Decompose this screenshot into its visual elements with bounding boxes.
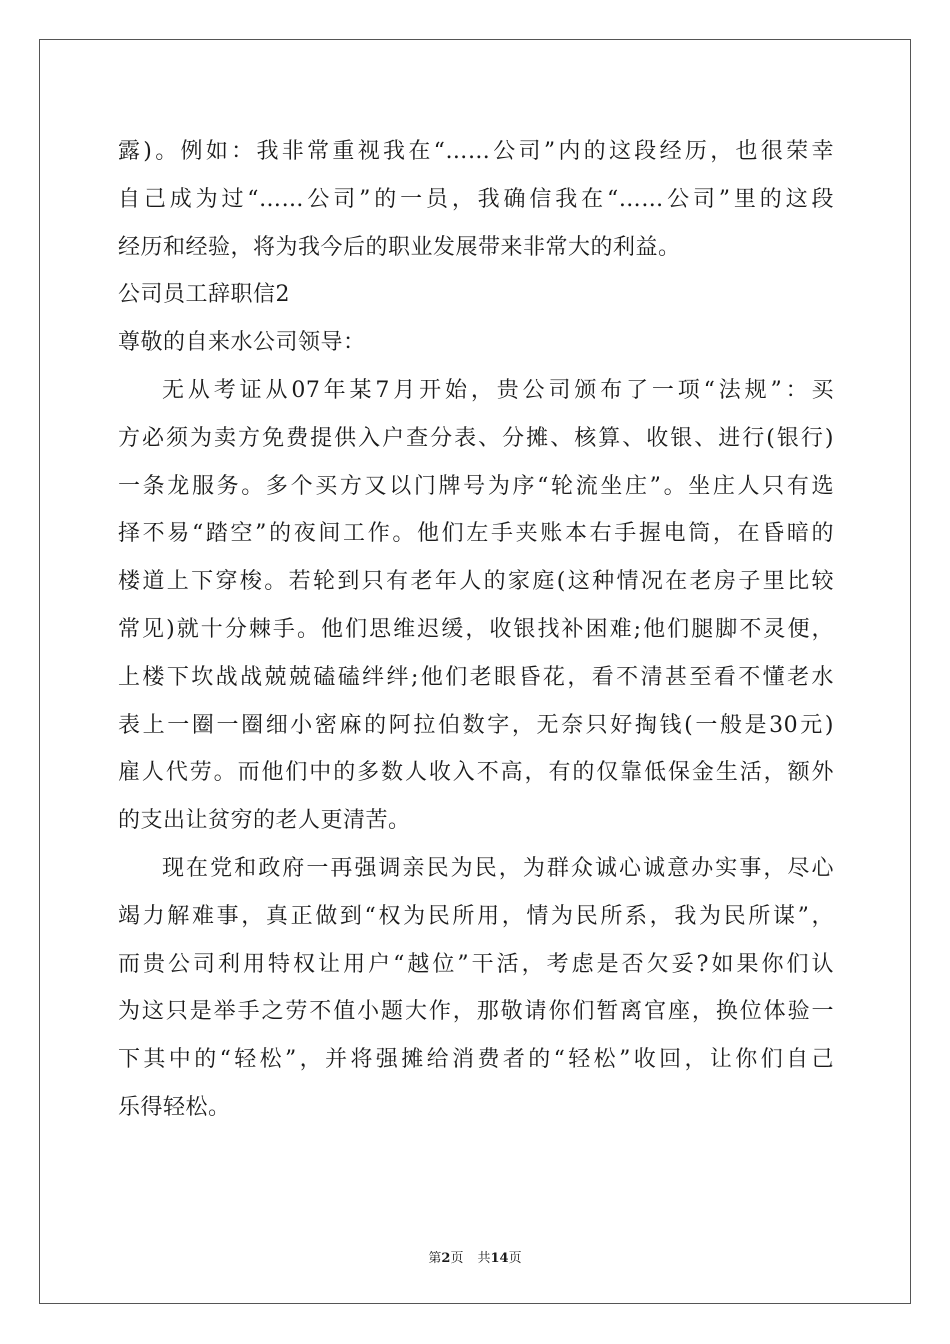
page-prefix: 第 [428, 1251, 442, 1266]
page-footer [0, 1247, 950, 1266]
text-line: 表上一圈一圈细小密麻的阿拉伯数字，无奈只好掏钱(一般是30元) [118, 712, 834, 738]
text-line: 现在党和政府一再强调亲民为民，为群众诚心诚意办实事，尽心 [162, 855, 834, 881]
text-line: 自己成为过“……公司”的一员，我确信我在“……公司”里的这段 [118, 186, 834, 212]
text-line: 下其中的“轻松”，并将强摊给消费者的“轻松”收回，让你们自己 [118, 1047, 834, 1073]
text-line: 雇人代劳。而他们中的多数人收入不高，有的仅靠低保金生活，额外 [118, 760, 834, 786]
paragraph-body-2 [118, 845, 834, 1132]
text-line: 为这只是举手之劳不值小题大作，那敬请你们暂离官座，换位体验一 [118, 999, 834, 1025]
text-line: 一条龙服务。多个买方又以门牌号为序“轮流坐庄”。坐庄人只有选 [118, 473, 834, 499]
total-pages: 14 [490, 1251, 509, 1266]
letter-salutation [118, 319, 834, 367]
text-line: 而贵公司利用特权让用户“越位”干活，考虑是否欠妥?如果你们认 [118, 951, 834, 977]
text-line: 竭力解难事，真正做到“权为民所用，情为民所系，我为民所谋”， [118, 903, 834, 929]
document-body [118, 128, 834, 1132]
text-line: 尊敬的自来水公司领导： [118, 330, 366, 356]
total-suffix: 页 [508, 1251, 522, 1266]
paragraph-body-1 [118, 367, 834, 845]
text-line: 上楼下坎战战兢兢磕磕绊绊;他们老眼昏花，看不清甚至看不懂老水 [118, 664, 834, 690]
text-line: 常见)就十分棘手。他们思维迟缓，收银找补困难;他们腿脚不灵便， [118, 616, 834, 642]
text-line: 的支出让贫穷的老人更清苦。 [118, 808, 411, 834]
text-line: 经历和经验，将为我今后的职业发展带来非常大的利益。 [118, 234, 681, 260]
text-line: 乐得轻松。 [118, 1094, 231, 1120]
page-number: 2 [441, 1251, 451, 1266]
total-prefix: 共 [477, 1251, 491, 1266]
page-suffix: 页 [450, 1251, 464, 1266]
text-line: 方必须为卖方免费提供入户查分表、分摊、核算、收银、进行(银行) [118, 425, 834, 451]
text-line: 楼道上下穿梭。若轮到只有老年人的家庭(这种情况在老房子里比较 [118, 569, 834, 595]
letter-heading [118, 271, 834, 319]
text-line: 择不易“踏空”的夜间工作。他们左手夹账本右手握电筒，在昏暗的 [118, 521, 834, 547]
text-line: 无从考证从07年某7月开始，贵公司颁布了一项“法规”：买 [162, 377, 834, 403]
paragraph-continuation [118, 128, 834, 271]
text-line: 公司员工辞职信2 [118, 282, 290, 308]
text-line: 露)。例如：我非常重视我在“……公司”内的这段经历，也很荣幸 [118, 139, 834, 164]
